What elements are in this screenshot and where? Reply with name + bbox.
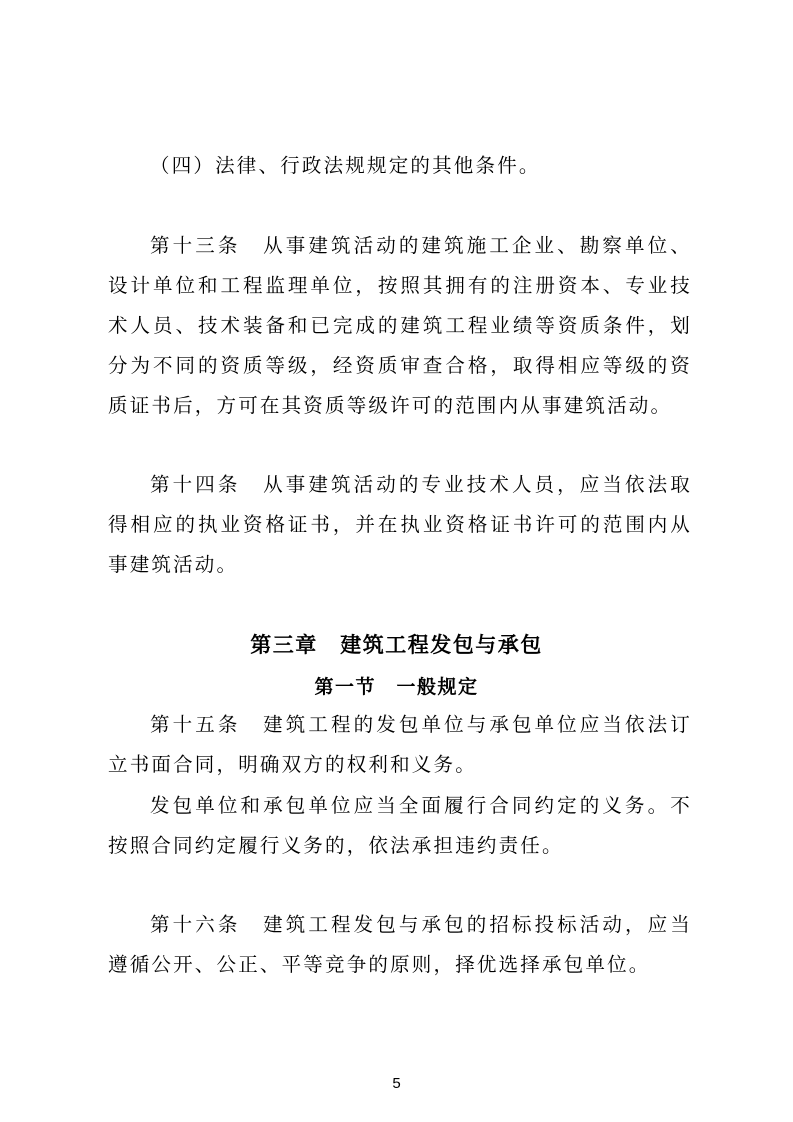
paragraph-contract-obligation: 发包单位和承包单位应当全面履行合同约定的义务。不按照合同约定履行义务的，依法承担违约责任。: [108, 794, 692, 857]
paragraph-other-conditions: （四）法律、行政法规规定的其他条件。: [150, 154, 541, 177]
page-number: 5: [392, 1075, 401, 1092]
section-title: 第一节 一般规定: [314, 676, 479, 698]
paragraph-article-15: 第十五条 建筑工程的发包单位与承包单位应当依法订立书面合同，明确双方的权利和义务。: [108, 713, 692, 776]
paragraph-article-14: 第十四条 从事建筑活动的专业技术人员，应当依法取得相应的执业资格证书，并在执业资格证书许可的范围内从事建筑活动。: [108, 473, 692, 576]
paragraph-article-13: 第十三条 从事建筑活动的建筑施工企业、勘察单位、设计单位和工程监理单位，按照其拥有的注册资本、专业技术人员、技术装备和已完成的建筑工程业绩等资质条件，划分为不同的资质等级，经资质审查合格，取得相应等级的资质证书后，方可在其资质等级许可的范围内从事建筑活动。: [108, 234, 692, 417]
paragraph-article-16: 第十六条 建筑工程发包与承包的招标投标活动，应当遵循公开、公正、平等竞争的原则，择优选择承包单位。: [108, 913, 692, 976]
chapter-title: 第三章 建筑工程发包与承包: [250, 633, 543, 657]
